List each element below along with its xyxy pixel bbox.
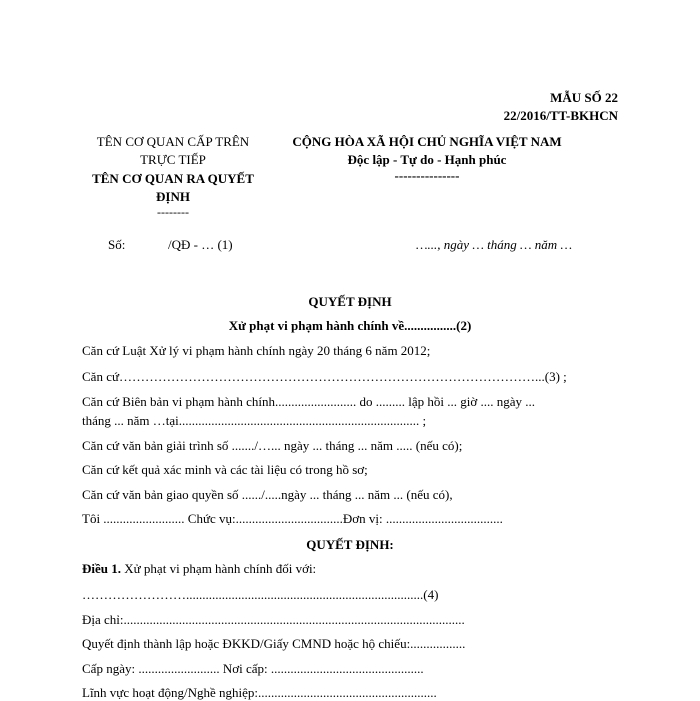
preamble-line: Căn cứ văn bản giao quyền số ....../.....ngày ... tháng ... năm ... (nếu có), — [82, 487, 453, 502]
national-header — [282, 134, 572, 184]
article-1-line: …………………….........................................................................(4) — [82, 587, 439, 602]
parent-agency-line1: TÊN CƠ QUAN CẤP TRÊN — [96, 134, 250, 149]
form-code-line2: 22/2016/TT-BKHCN — [503, 108, 618, 123]
article-1-line: Quyết định thành lập hoặc ĐKKD/Giấy CMND hoặc hộ chiếu:................. — [82, 636, 466, 651]
article-1-text: Xử phạt vi phạm hành chính đối với: — [121, 561, 317, 576]
article-1-label: Điều 1. — [82, 561, 121, 576]
document-title: QUYẾT ĐỊNH — [308, 294, 392, 309]
article-1-line: Cấp ngày: ......................... Nơi cấp: ............................................... — [82, 661, 424, 676]
article-1-line: Địa chỉ:......................................................................................................... — [82, 612, 465, 627]
preamble-line: Căn cứ kết quả xác minh và các tài liệu có trong hồ sơ; — [82, 462, 368, 477]
document-subtitle: Xử phạt vi phạm hành chính về................(2) — [228, 318, 472, 333]
national-motto: Độc lập - Tự do - Hạnh phúc — [347, 152, 507, 167]
issuer-divider: -------- — [157, 205, 189, 219]
article-1-line: Lĩnh vực hoạt động/Nghề nghiệp:....................................................... — [82, 685, 437, 700]
preamble-line: Căn cứ Biên bản vi phạm hành chính......................... do ......... lập hồi ... giờ .... ngày ... — [82, 394, 535, 409]
issuing-agency-line2: ĐỊNH — [156, 189, 190, 204]
preamble-line: Tôi ......................... Chức vụ:.................................Đơn vị: .................................... — [82, 511, 503, 526]
motto-divider: --------------- — [394, 168, 460, 183]
preamble-line: tháng ... năm …tại.......................................................................... ; — [82, 413, 427, 428]
decision-heading: QUYẾT ĐỊNH: — [306, 537, 394, 552]
preamble-line: Căn cứ……………………………………………………………………………………...(3) ; — [82, 369, 567, 384]
place-date: …..., ngày … tháng … năm … — [416, 237, 573, 252]
preamble-line: Căn cứ Luật Xử lý vi phạm hành chính ngày 20 tháng 6 năm 2012; — [82, 343, 431, 358]
form-code-line1: MẪU SỐ 22 — [550, 90, 618, 105]
decision-number-label: Số: — [108, 237, 126, 252]
issuing-agency-line1: TÊN CƠ QUAN RA QUYẾT — [92, 171, 254, 186]
parent-agency-line2: TRỰC TIẾP — [140, 152, 206, 167]
issuer-block — [78, 134, 268, 220]
preamble-line: Căn cứ văn bản giải trình số ......./…... ngày ... tháng ... năm ..... (nếu có); — [82, 438, 463, 453]
country-name: CỘNG HÒA XÃ HỘI CHỦ NGHĨA VIỆT NAM — [292, 134, 562, 149]
article-1-heading — [82, 561, 316, 577]
decision-number-code: /QĐ - … (1) — [168, 237, 233, 252]
